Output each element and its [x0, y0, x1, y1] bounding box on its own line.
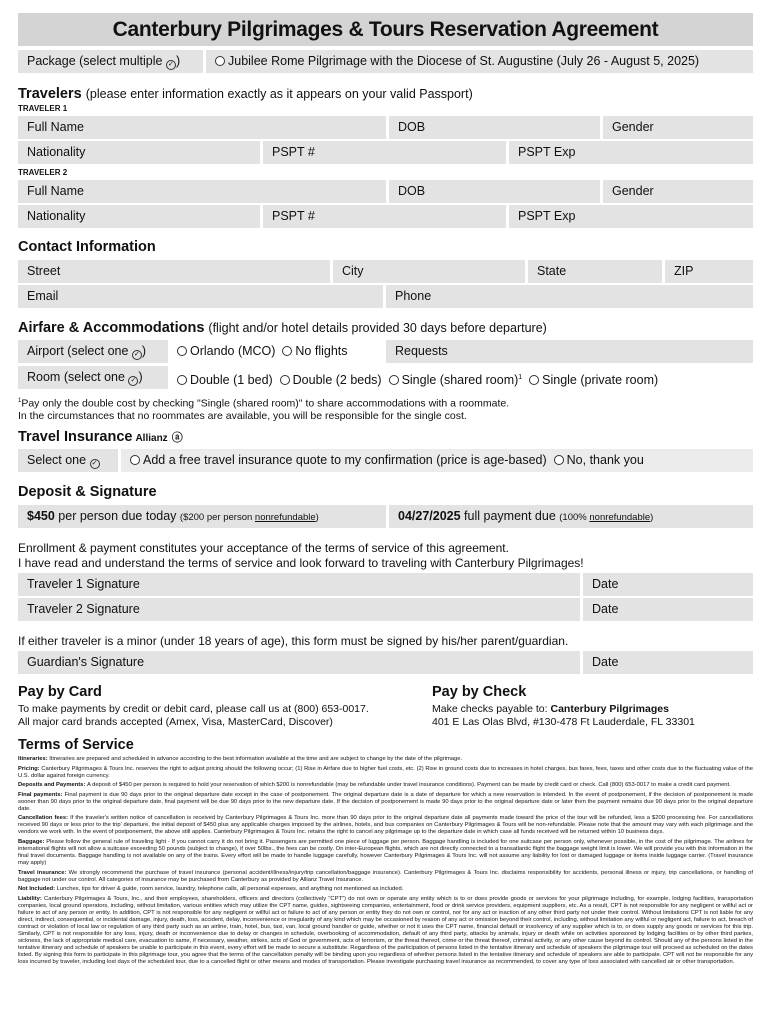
guardian-signature-row: [18, 651, 753, 674]
check-circle-icon: ✓: [132, 350, 142, 360]
room-row: [18, 366, 753, 389]
pay-by-check: Pay by Check Make checks payable to: Canterbury Pilgrimages 401 E Las Olas Blvd, #130-478 Ft Lauderdale, FL 33301: [432, 684, 695, 728]
phone-field[interactable]: Phone: [386, 285, 753, 308]
radio-icon[interactable]: [177, 346, 187, 356]
check-circle-icon: ✓: [90, 459, 100, 469]
radio-icon[interactable]: [130, 455, 140, 465]
room-option-single-private[interactable]: Single (private room): [529, 373, 658, 387]
pay-by-card: Pay by Card To make payments by credit or debit card, please call us at (800) 653-0017. All major card brands accepted (Amex, Visa, MasterCard, Discover): [18, 684, 369, 728]
deposit-today: $450 per person due today ($200 per person nonrefundable): [18, 505, 386, 528]
minor-note: If either traveler is a minor (under 18 years of age), this form must be signed by his/her parent/guardian.: [18, 634, 569, 648]
room-options: [171, 366, 753, 389]
city-field[interactable]: City: [333, 260, 525, 283]
terms-item: Pricing: Canterbury Pilgrimages & Tours Inc. reserves the right to adjust pricing should the following occur; (1) Rise in Airfare due to higher fuel costs, etc. (2) Rise in ground costs due to increases in hotel charges, bus fares, fees, taxes and other costs due to the fluctuating value of the U.S. dollar against foreign currency.: [18, 765, 753, 779]
traveler1-signature-date[interactable]: Date: [583, 573, 753, 596]
room-option-double-1[interactable]: Double (1 bed): [177, 373, 273, 387]
airport-options: [171, 340, 383, 363]
contact-row2: [18, 285, 753, 308]
traveler2-passport-field[interactable]: PSPT #: [263, 205, 506, 228]
room-option-single-shared[interactable]: Single (shared room)$^1$: [389, 373, 523, 387]
pay-by-card-heading: Pay by Card: [18, 684, 102, 700]
zip-field[interactable]: ZIP: [665, 260, 753, 283]
terms-body: [18, 756, 753, 968]
insurance-select-label: Select one ✓: [18, 449, 118, 472]
airport-label: Airport (select one ✓ ): [18, 340, 168, 363]
radio-icon[interactable]: [280, 375, 290, 385]
package-row: [18, 50, 753, 73]
airfare-heading: Airfare & Accommodations (flight and/or hotel details provided 30 days before departure): [18, 320, 547, 336]
traveler2-row1: [18, 180, 753, 203]
radio-icon[interactable]: [282, 346, 292, 356]
requests-field[interactable]: Requests: [386, 340, 753, 363]
contact-heading: Contact Information: [18, 239, 156, 255]
airport-row: [18, 340, 753, 363]
insurance-option-no[interactable]: No, thank you: [554, 453, 644, 467]
room-footnote: $^1$Pay only the double cost by checking "Single (shared room)" to share accommodations with a roommate. In the circumstances that no roommates are available, you will be responsible for the single cost.: [18, 397, 510, 422]
traveler2-gender-field[interactable]: Gender: [603, 180, 753, 203]
traveler1-dob-field[interactable]: DOB: [389, 116, 600, 139]
traveler2-signature-date[interactable]: Date: [583, 598, 753, 621]
terms-item: Final payments: Final payment is due 90 days prior to the original departure date except in the case of postponement. The original departure date is a date of departure for which a new reservation is intended. In the event of postponement, if the decision of postponement is made sooner than 90 days prior to the original departure date, final payment will be due 90 days prior to the new departure date. If the decision of postponement is made 90 days prior to the original departure date or later then the payment remains due 90 days prior to the original departure date.: [18, 791, 753, 812]
radio-icon[interactable]: [554, 455, 564, 465]
traveler2-signature-row: [18, 598, 753, 621]
radio-icon[interactable]: [529, 375, 539, 385]
guardian-signature-field[interactable]: Guardian's Signature: [18, 651, 580, 674]
terms-item: Cancellation fees: If the traveler's written notice of cancellation is received by Canterbury Pilgrimages & Tours Inc. more than 90 days prior to the original departure date all payments made toward the price of the tour will be refunded, less a $200 processing fee. For cancellations received 90 days or less prior to the trip' departure, the initial deposit of $450 plus any applicable charges imposed by the airlines, hotels, and bus companies on Canterbury Pilgrimages & Tours will be non-refundable. Please note that the amount may vary with each pilgrimage and the vendors we work with. In the event of postponement, the above still applies. Canterbury Pilgrimages & Tours Inc. retains the right to cancel any pilgrimage up to the departure date in which case all funds received will be returned within 10 business days.: [18, 815, 753, 836]
traveler2-passport-exp-field[interactable]: PSPT Exp: [509, 205, 753, 228]
room-label: Room (select one ✓ ): [18, 366, 168, 389]
insurance-heading: Travel Insurance Allianz ⓐ: [18, 429, 183, 445]
pay-by-check-heading: Pay by Check: [432, 684, 527, 700]
travelers-heading: Travelers (please enter information exactly as it appears on your valid Passport): [18, 86, 473, 102]
email-field[interactable]: Email: [18, 285, 383, 308]
traveler1-gender-field[interactable]: Gender: [603, 116, 753, 139]
traveler1-signature-row: [18, 573, 753, 596]
page-title: Canterbury Pilgrimages & Tours Reservation Agreement: [18, 13, 753, 46]
radio-icon[interactable]: [389, 375, 399, 385]
traveler2-signature-field[interactable]: Traveler 2 Signature: [18, 598, 580, 621]
check-circle-icon: ✓: [128, 376, 138, 386]
radio-icon[interactable]: [177, 375, 187, 385]
insurance-row: [18, 449, 753, 472]
traveler2-label: TRAVELER 2: [18, 168, 68, 177]
traveler1-passport-exp-field[interactable]: PSPT Exp: [509, 141, 753, 164]
enrollment-text: Enrollment & payment constitutes your acceptance of the terms of service of this agreement. I have read and understand the terms of service and look forward to traveling with Canterbury Pilgrimages!: [18, 541, 584, 570]
deposit-heading: Deposit & Signature: [18, 484, 157, 500]
traveler1-label: TRAVELER 1: [18, 104, 68, 113]
street-field[interactable]: Street: [18, 260, 330, 283]
traveler1-nationality-field[interactable]: Nationality: [18, 141, 260, 164]
terms-item: Travel insurance: We strongly recommend the purchase of travel insurance (personal accident/illness/injury/trip cancellation/baggage insurance). Canterbury Pilgrimages & Tours Inc. disclaims responsibility for accidents, personal illness or injury, trip cancellations, or handling of baggage not under our control. All categories of insurance may be purchased from Canterbury as provided by Allianz Travel Insurance.: [18, 869, 753, 883]
terms-item: Itineraries: Itineraries are prepared and scheduled in advance according to the best information available at the time and are subject to change by the date of the pilgrimage.: [18, 756, 463, 762]
traveler1-row1: [18, 116, 753, 139]
deposit-row: [18, 505, 753, 528]
airport-option-no-flights[interactable]: No flights: [282, 344, 347, 358]
guardian-signature-date[interactable]: Date: [583, 651, 753, 674]
package-option[interactable]: Jubilee Rome Pilgrimage with the Diocese of St. Augustine (July 26 - August 5, 2025): [206, 50, 753, 73]
traveler1-full-name-field[interactable]: Full Name: [18, 116, 386, 139]
terms-item: Baggage: Please follow the general rule of traveling light - If you cannot carry it do not bring it. Passengers are permitted one piece of luggage per person. Baggage handling is included for one suitcase per person only, whenever possible, in the cost of the pilgrimage. The airlines for international flights will not allow a suitcase exceeding 50 pounds (subject to change), if over 50lbs., the fees can be costly. On inter-European flights, which are not directly connected to a transatlantic flight the baggage weight limit is lower. We will provide you with this information in the final travel documents. Baggage handling is not available on any of the trains. Every effort will be made to handle luggage carefully, however Canterbury Pilgrimages & Tours Inc. will not assume any liability for lost or damaged luggage or items inside luggage carrier. (Travel insurance may apply): [18, 838, 753, 866]
room-option-double-2[interactable]: Double (2 beds): [280, 373, 382, 387]
traveler1-signature-field[interactable]: Traveler 1 Signature: [18, 573, 580, 596]
contact-row1: [18, 260, 753, 283]
traveler2-row2: [18, 205, 753, 228]
insurance-options: [121, 449, 753, 472]
traveler2-full-name-field[interactable]: Full Name: [18, 180, 386, 203]
check-circle-icon: ✓: [166, 60, 176, 70]
traveler1-passport-field[interactable]: PSPT #: [263, 141, 506, 164]
terms-item: Deposits and Payments: A deposit of $450 per person is required to hold your reservation of which $200 is nonrefundable (may be refundable under travel insurance conditions). Payment can be made by credit card or check. Call (800) 653-0017 to make a credit card payment.: [18, 782, 731, 789]
traveler1-row2: [18, 141, 753, 164]
allianz-icon: ⓐ: [171, 432, 183, 444]
airport-option-orlando[interactable]: Orlando (MCO): [177, 344, 275, 358]
traveler2-dob-field[interactable]: DOB: [389, 180, 600, 203]
package-label: Package (select multiple ✓ ): [18, 50, 203, 73]
deposit-full-payment: 04/27/2025 full payment due (100% nonrefundable): [389, 505, 753, 528]
terms-item: Not Included: Lunches, tips for driver & guide, room service, laundry, telephone calls, all personal expenses, and anything not mentioned as included.: [18, 886, 404, 893]
traveler2-nationality-field[interactable]: Nationality: [18, 205, 260, 228]
state-field[interactable]: State: [528, 260, 662, 283]
insurance-option-quote[interactable]: Add a free travel insurance quote to my confirmation (price is age-based): [130, 453, 547, 467]
terms-item: Liability: Canterbury Pilgrimages & Tours, Inc., and their employees, shareholders, officers and directors (collectively "CPT") do not own or operate any entity which is to or does provide goods or services for your pilgrimage including, for example, lodging facilities, transportation companies, local ground operators, including, without limitation, various entities which may utilize the CPT name, guides, sightseeing companies, entertainment, food or drink service providers, equipment suppliers, etc. As a result, CPT is not responsible for any negligent or willful act or failure to act of any person or entity. In addition, CPT is not responsible for any negligent or willful act or failure to act of any person or entity they do not own or control, nor for any act or inaction of any other third party not under their control. Without limitations CPT is not liable for any direct, indirect, consequential, or incidental damage, injury, death, loss, accident, delay, inconvenience or irregularity of any kind which may be occasioned by reason of any act or omission beyond their control, including, without limitation any willful or negligent act, failure to act, breach of contract or violation of local law or regulation of any third party such as an airline, train, hotel, bus, taxi, van, local ground handler or guide, whether or not it uses the CPT name, financial default or insolvency of any supplier which is to, or does supply any goods or services for this trip. Similarly, CPT is not responsible for any loss, injury, death or inconvenience due to delay or changes in schedule, overbooking of accommodation, default of any third party, attacks by animals, injury or death while on activities sponsored by lodging facilities or by other third parties, sickness, the lack of appropriate medical care, evacuation to same, if necessary, weather, strikes, acts of God or government, acts of terrorism, or the threat thereof, crime or the threat thereof, criminal activity, or any other cause beyond its control. Should any of the persons listed in the tentative itinerary and schedule of speakers be unable to participate in this event, every effort will be made to secure a substitute. Regardless of the participation of persons listed in the tentative itinerary and schedule of speakers the pilgrimage tour will proceed as scheduled on the dates listed. By signing this form to participate in this pilgrimage tour, you agree that the terms of the cancellation penalty will be binding upon you regardless of whether persons listed in the tentative itinerary and schedule of speakers are able to participate. CPT will not be responsible for any loss incurred by traveler, including lost days of the scheduled tour, due to a cancelled flight or other means and modes of transportation. Please investigate purchasing travel insurance as recommended, to cover any type of loss associated with cancelled air or other transportation.: [18, 895, 753, 965]
terms-heading: Terms of Service: [18, 737, 134, 753]
allianz-logo: Allianz: [135, 433, 168, 444]
radio-icon[interactable]: [215, 56, 225, 66]
